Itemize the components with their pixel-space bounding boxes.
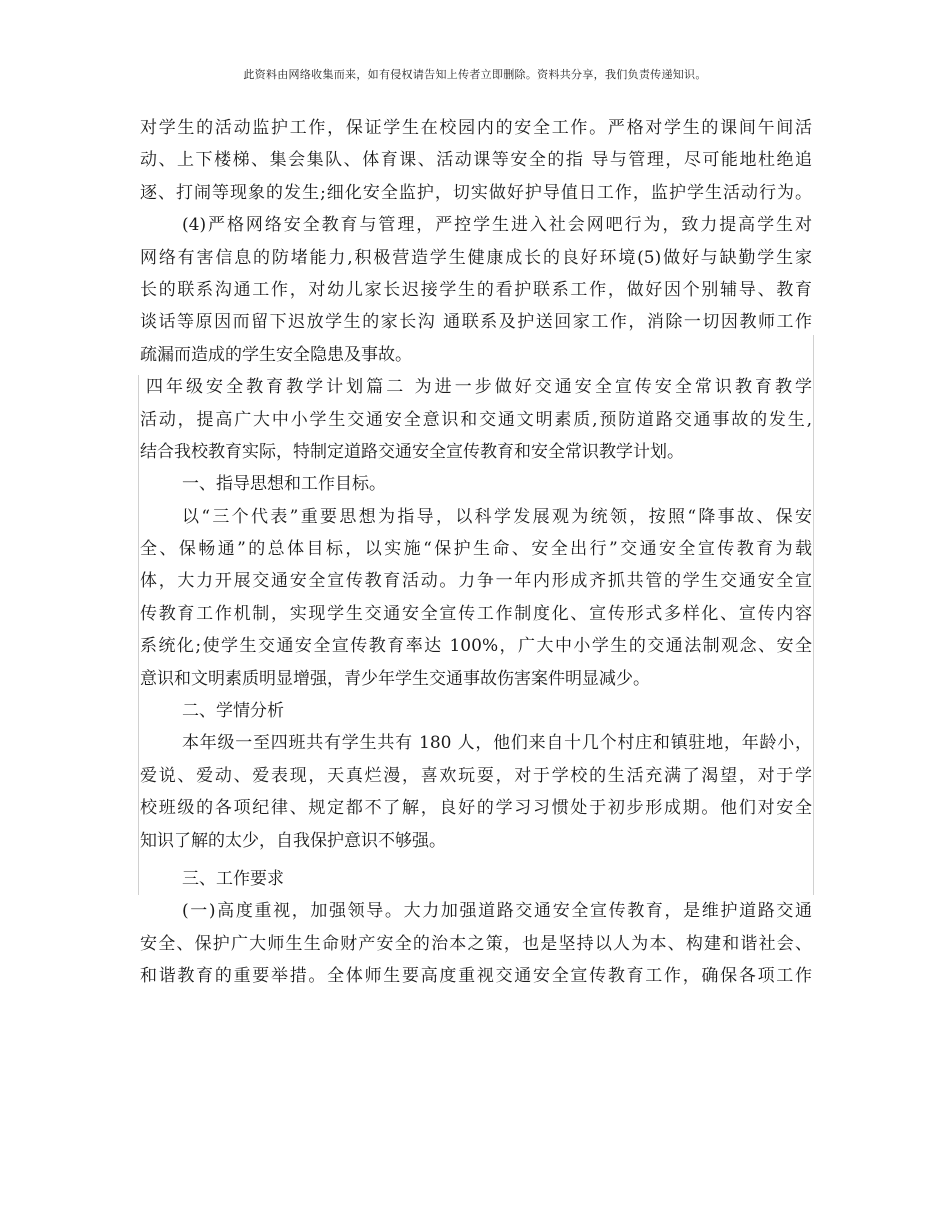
- text-line: (4)严格网络安全教育与管理，严控学生进入社会网吧行为，致力提高学生对: [182, 215, 812, 236]
- text-line: 传教育工作机制，实现学生交通安全宣传工作制度化、宣传形式多样化、宣传内容: [140, 603, 812, 624]
- text-line: (一)高度重视，加强领导。大力加强道路交通安全宣传教育，是维护道路交通: [182, 901, 812, 922]
- text-line: 逐、打闹等现象的发生;细化安全监护，切实做好护导值日工作，监护学生活动行为。: [140, 182, 812, 203]
- text-line: 疏漏而造成的学生安全隐患及事故。: [140, 344, 412, 365]
- text-line: 全、保畅通”的总体目标，以实施“保护生命、安全出行”交通安全宣传教育为载: [140, 539, 812, 560]
- heading-work-requirements: 三、工作要求: [182, 868, 284, 889]
- text-line: 校班级的各项纪律、规定都不了解，良好的学习习惯处于初步形成期。他们对安全: [140, 798, 812, 819]
- text-line: 体，大力开展交通安全宣传教育活动。力争一年内形成齐抓共管的学生交通安全宣: [140, 571, 812, 592]
- text-line: 知识了解的太少，自我保护意识不够强。: [140, 830, 446, 851]
- text-line: 安全、保护广大师生生命财产安全的治本之策，也是坚持以人为本、构建和谐社会、: [140, 933, 812, 954]
- text-line: 以“三个代表”重要思想为指导，以科学发展观为统领，按照“降事故、保安: [182, 506, 812, 527]
- text-line: 本年级一至四班共有学生共有 180 人，他们来自十几个村庄和镇驻地，年龄小，: [182, 733, 812, 754]
- text-line: 和谐教育的重要举措。全体师生要高度重视交通安全宣传教育工作，确保各项工作: [140, 966, 812, 987]
- text-line: 活动，提高广大中小学生交通安全意识和交通文明素质,预防道路交通事故的发生,: [140, 409, 812, 430]
- text-line: 意识和文明素质明显增强，青少年学生交通事故伤害案件明显减少。: [140, 668, 650, 689]
- heading-guiding-ideas: 一、指导思想和工作目标。: [182, 474, 386, 495]
- frame-border-right: [813, 335, 814, 895]
- text-line: 长的联系沟通工作，对幼儿家长迟接学生的看护联系工作，做好因个别辅导、教育: [140, 279, 812, 300]
- copyright-notice: 此资料由网络收集而来，如有侵权请告知上传者立即删除。资料共分享，我们负责传递知识。: [243, 68, 707, 81]
- text-line: 谈话等原因而留下迟放学生的家长沟 通联系及护送回家工作，消除一切因教师工作: [140, 312, 812, 333]
- body-text: [140, 112, 812, 993]
- text-line: 动、上下楼梯、集会集队、体育课、活动课等安全的指 导与管理，尽可能地杜绝追: [140, 150, 812, 171]
- text-line: 系统化;使学生交通安全宣传教育率达 100%，广大中小学生的交通法制观念、安全: [140, 636, 812, 657]
- text-line: 结合我校教育实际，特制定道路交通安全宣传教育和安全常识教学计划。: [140, 441, 684, 462]
- text-line: 网络有害信息的防堵能力,积极营造学生健康成长的良好环境(5)做好与缺勤学生家: [140, 247, 812, 268]
- text-line: 爱说、爱动、爱表现，天真烂漫，喜欢玩耍，对于学校的生活充满了渴望，对于学: [140, 765, 812, 786]
- heading-learning-analysis: 二、学情分析: [182, 701, 284, 722]
- section-title-line: 四年级安全教育教学计划篇二 为进一步做好交通安全宣传安全常识教育教学: [146, 377, 812, 398]
- text-line: 对学生的活动监护工作，保证学生在校园内的安全工作。严格对学生的课间午间活: [140, 118, 812, 138]
- frame-border-left: [138, 375, 139, 895]
